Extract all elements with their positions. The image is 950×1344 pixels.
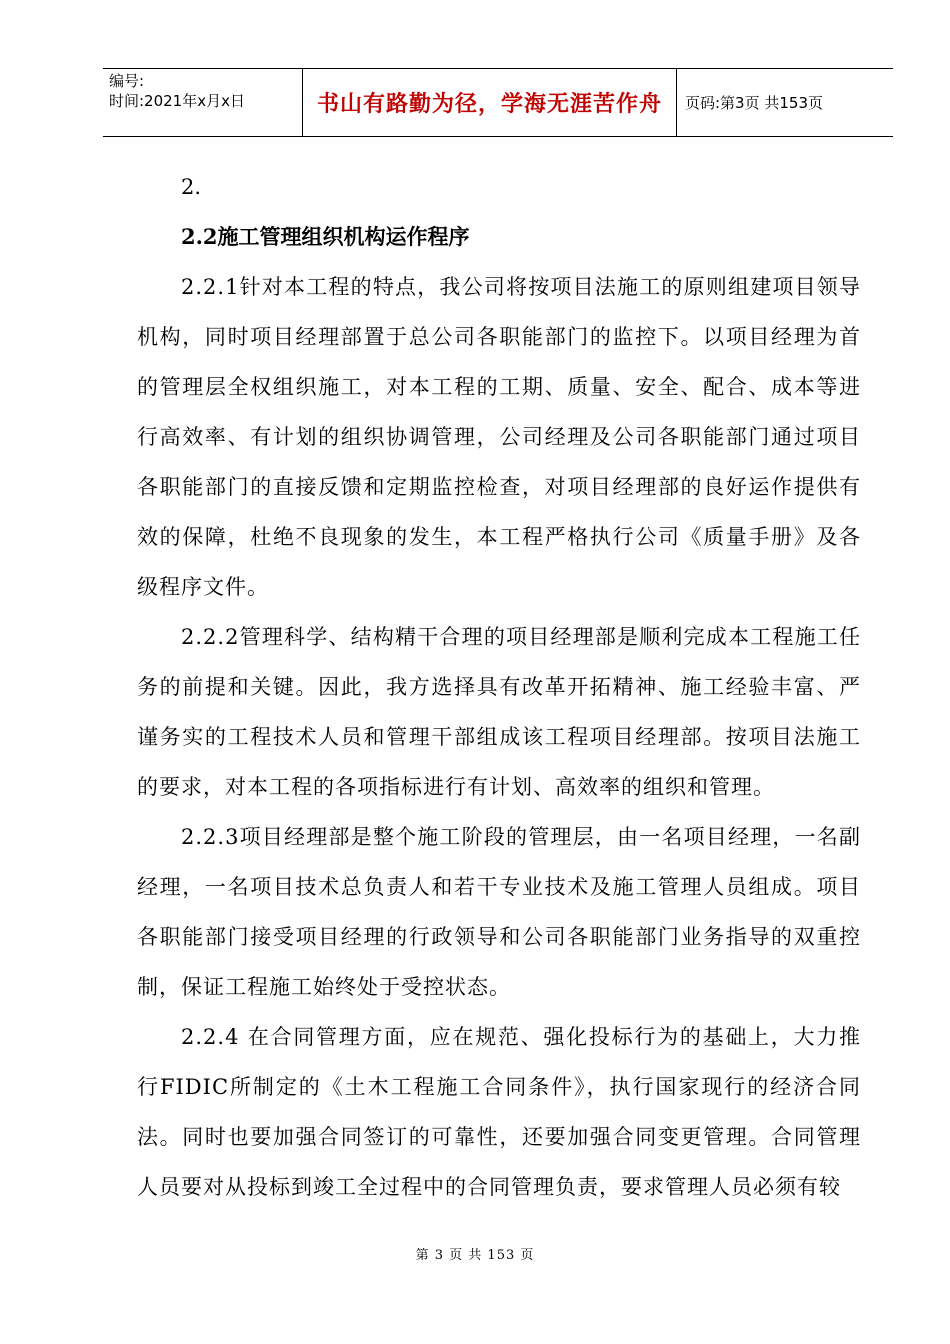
paragraph-2-2-3: 2.2.3项目经理部是整个施工阶段的管理层，由一名项目经理，一名副经理，一名项目技术总负责人和若干专业技术及施工管理人员组成。项目各职能部门接受项目经理的行政领导和公司各职能部门业务指导的双重控制，保证工程施工始终处于受控状态。 (137, 825, 861, 999)
paragraph-2-2-2: 2.2.2管理科学、结构精干合理的项目经理部是顺利完成本工程施工任务的前提和关键。因此，我方选择具有改革开拓精神、施工经验丰富、严谨务实的工程技术人员和管理干部组成该工程项目经理部。按项目法施工的要求，对本工程的各项指标进行有计划、高效率的组织和管理。 (137, 625, 861, 799)
paragraph-2-2-4: 2.2.4 在合同管理方面，应在规范、强化投标行为的基础上，大力推行FIDIC所制定的《土木工程施工合同条件》，执行国家现行的经济合同法。同时也要加强合同签订的可靠性，还要加强合同变更管理。合同管理人员要对从投标到竣工全过程中的合同管理负责，要求管理人员必须有较 (137, 1025, 861, 1199)
header-motto: 书山有路勤为径，学海无涯苦作舟 (303, 69, 677, 136)
page-footer: 第 3 页 共 153 页 (415, 1248, 535, 1263)
header-meta (103, 69, 303, 136)
section-number: 2. (181, 175, 202, 199)
section-title: 2.2施工管理组织机构运作程序 (181, 224, 470, 249)
header-page-code: 页码:第3页 共153页 (685, 94, 823, 112)
document-body (137, 162, 861, 1212)
page-header (103, 68, 893, 137)
paragraph-2-2-1: 2.2.1针对本工程的特点，我公司将按项目法施工的原则组建项目领导机构，同时项目经理部置于总公司各职能部门的监控下。以项目经理为首的管理层全权组织施工，对本工程的工期、质量、安全、配合、成本等进行高效率、有计划的组织协调管理，公司经理及公司各职能部门通过项目各职能部门的直接反馈和定期监控检查，对项目经理部的良好运作提供有效的保障，杜绝不良现象的发生，本工程严格执行公司《质量手册》及各级程序文件。 (137, 275, 861, 599)
document-number-label: 编号: (109, 72, 145, 90)
document-date: 时间:2021年x月x日 (109, 92, 245, 110)
